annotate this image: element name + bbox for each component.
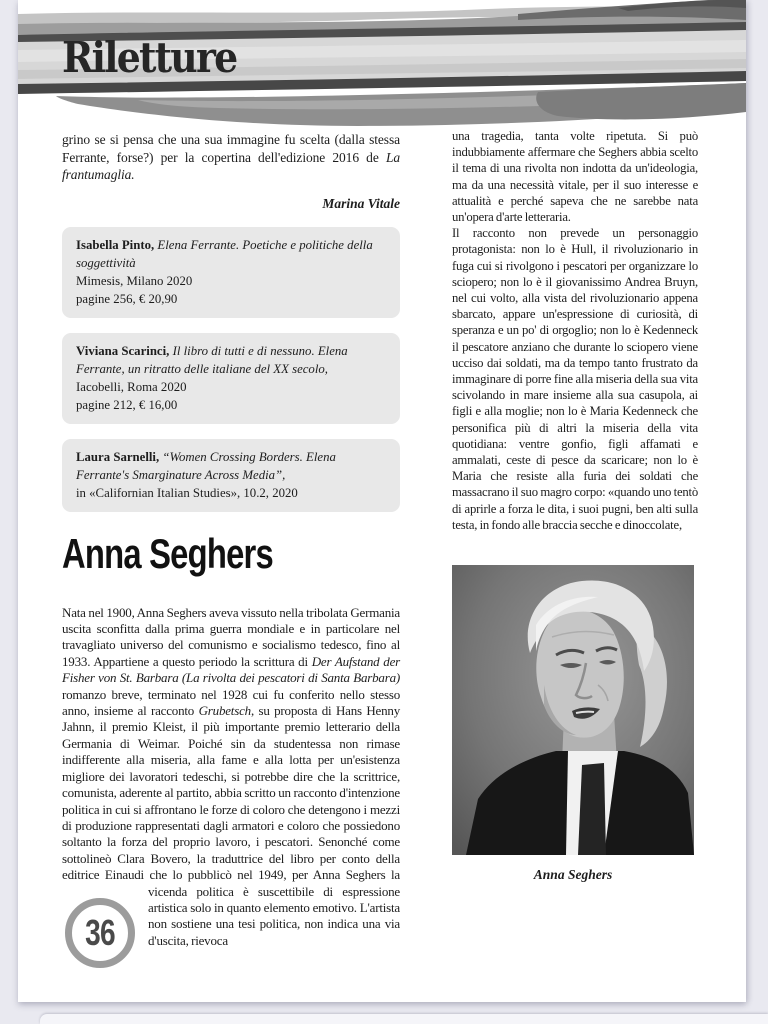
page-number-badge	[65, 898, 135, 968]
anna-seghers-figure	[452, 565, 694, 883]
citation-title-line	[76, 236, 386, 272]
book-citation-box	[62, 333, 400, 424]
citation-publisher: Iacobelli, Roma 2020	[76, 379, 187, 394]
citation-author: Isabella Pinto,	[76, 237, 155, 252]
author-signature: Marina Vitale	[322, 195, 400, 211]
citation-title: Elena Ferrante. Poetiche e politiche della soggettività	[76, 237, 373, 270]
article-body	[62, 605, 400, 950]
next-page-edge	[40, 1014, 768, 1024]
citation-title-line	[76, 448, 386, 484]
book-citation-box	[62, 439, 400, 512]
citation-title: “Women Crossing Borders. Elena Ferrante's Smarginature Across Media”,	[76, 449, 336, 482]
magazine-page	[18, 0, 746, 1002]
article-body-tail: 1949, per Anna Seghers la vicenda politica è suscettibile di espressione artistica solo in quanto elemento emotivo. L'artista non sostiene una tesi politica, non indica una via d'uscita, rievoca	[148, 867, 401, 948]
citation-publisher: in «Californian Italian Studies», 10.2, 2020	[76, 485, 298, 500]
intro-continuation-paragraph	[62, 131, 400, 184]
portrait-tie	[578, 763, 606, 855]
citation-title: Il libro di tutti e di nessuno. Elena Ferrante, un ritratto delle italiane del XX secolo,	[76, 343, 348, 376]
photo-caption: Anna Seghers	[533, 867, 613, 883]
intro-text: grino se si pensa che una sua immagine fu scelta (dalla stessa Ferrante, forse?) per la copertina dell'edizione 2016 de	[62, 132, 400, 165]
article-heading: Anna Seghers	[62, 529, 273, 577]
right-paragraph-2: Il racconto non prevede un personaggio protagonista: non lo è Hull, il rivoluzionario in fuga cui si rivolgono i pescatori per organizzare lo sciopero; non lo è il giovanissimo Andrea Bruyn, nel cui volto, alla vista del rivoluzionario appena sbarcato, appare un'espressione di curiosità, di speranza e un po' di orgoglio; non lo è Kedenneck il pescatore anziano che durante lo sciopero viene ucciso dai soldati, ma da tempo tanto frustrato da immaginare di porre fine alla miseria della sua vita scivolando in mare insieme alla sua casupola, ai figli e alla moglie; non lo è Maria Kedenneck che personifica più di altri la miseria della vita quotidiana: ventre gonfio, figli affamati e ammalati, ceste di pesce da scaricare; non lo è Maria che resiste alla furia dei soldati che massacrano il suo magro corpo: «quando uno tentò di aprirle a forza le dita, i suoi pugni, ben alti sulla testa, in fondo alle braccia secche e dinoccolate,	[452, 226, 698, 532]
citation-author: Viviana Scarinci,	[76, 343, 170, 358]
right-column	[452, 128, 698, 883]
masthead-title: Riletture	[62, 33, 237, 82]
left-column	[62, 131, 400, 949]
citation-author: Laura Sarnelli,	[76, 449, 160, 464]
book-citation-box	[62, 227, 400, 318]
citation-publisher: Mimesis, Milano 2020	[76, 273, 193, 288]
citation-pages: pagine 256, € 20,90	[76, 291, 178, 306]
right-paragraph-1: una tragedia, tanta volte ripetuta. Si può indubbiamente affermare che Seghers abbia scelto il tema di una rivolta non indotta da un'ideologia, ma da una necessità vitale, per il suo interesse e attualità e perché sapeva che ne sarebbe nata un'opera d'arte letteraria.	[452, 129, 698, 225]
citation-title-line	[76, 342, 386, 378]
intro-italic-title: La frantumaglia.	[62, 149, 400, 182]
article-body-runs: Nata nel 1900, Anna Seghers aveva vissuto nella tribolata Germania uscita sconfitta dalla prima guerra mondiale e in particolare nel travagliato universo del comunismo e socialismo tedesco, fino al 1933. Appartiene a questo periodo la scrittura di Der Aufstand der Fisher von St. Barbara (La rivolta dei pescatori di Santa Barbara) romanzo breve, terminato nel 1928 cui fu conferito nello stesso anno, insieme al racconto Grubetsch, su proposta di Hans Henny Jahnn, il premio Kleist, il più importante premio letterario della Germania di Weimar. Poiché sin da studentessa non rimase indifferente alla miseria, alla fame e alla lotta per un'esistenza migliore dei lavoratori tedeschi, si potrebbe dire che la scrittrice, comunista, aderente al partito, abbia scritto un racconto d'intenzione politica in cui si affrontano le forze di coloro che detengono i mezzi di produzione rappresentati dagli armatori e coloro che possiedono soltanto la forza del proprio lavoro, i pescatori. Senonché come sottolineò Clara Bovero, la traduttrice del libro per conto della editrice Einaudi che lo pubblicò nel	[62, 604, 400, 883]
citation-pages: pagine 212, € 16,00	[76, 397, 178, 412]
page-number: 36	[85, 912, 115, 953]
anna-seghers-photo	[452, 565, 694, 855]
